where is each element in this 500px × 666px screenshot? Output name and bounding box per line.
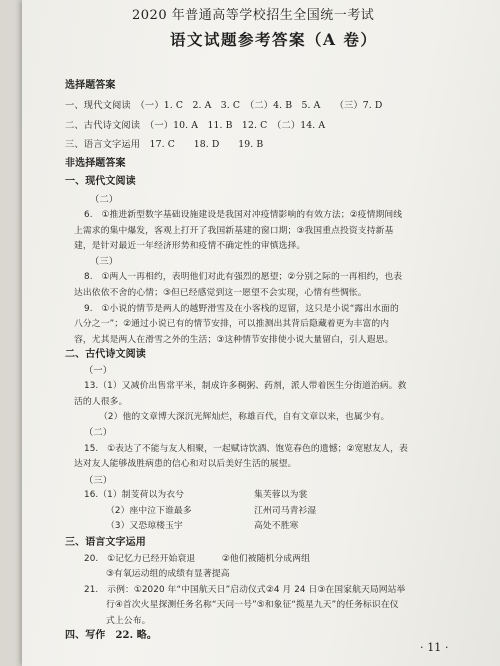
q6-line-3: 建，是针对最近一年经济形势和疫情不确定性的审慎选择。 (74, 241, 306, 252)
q13-line-1: 13.（1）又减价出售常平米，制成许多稠粥、药剂，派人带着医生分街道治病。救 (84, 381, 407, 392)
choice-section-1: 一、现代文阅读 （一）1. C 2. A 3. C （二）4. B 5. A （三）7. D (65, 100, 383, 111)
q21-line-1: 21. 示例：①2020 年“中国航天日”启动仪式②4 月 24 日③在国家航天局网站举 (84, 584, 406, 595)
q16-3-right: 高处不胜寒 (254, 521, 299, 532)
answer-key-title: 语文试题参考答案（A 卷） (170, 30, 378, 49)
choice-section-3: 三、语言文字运用 17. C 18. D 19. B (65, 139, 264, 150)
part2-sub1: （一） (84, 364, 113, 376)
answer-sheet-page (22, 0, 500, 666)
part2-sub3: （三） (84, 474, 113, 486)
q21-line-2: 行④首次火星探测任务名称“天问一号”⑤和象征“揽星九天”的任务标识在仪 (106, 600, 399, 611)
q6-line-1: 6. ①推进新型数字基础设施建设是我国对冲疫情影响的有效方法；②疫情期间线 (84, 210, 403, 221)
q8-line-1: 8. ①两人一再相约，表明他们对此有强烈的愿望；②分别之际的一再相约，也表 (84, 272, 403, 283)
page-number: · 11 · (420, 641, 449, 654)
q16-2-right: 江州司马青衫湿 (254, 505, 317, 516)
q20-line-1: 20. ①记忆力已经开始衰退 ②他们被随机分成两组 (84, 553, 310, 564)
q20-line-2: ③有氧运动组的成绩有显著提高 (106, 569, 230, 580)
exam-title: 2020 年普通高等学校招生全国统一考试 (132, 8, 375, 23)
q9-line-1: 9. ①小说的情节是两人的越野滑雪及在小客栈的逗留，这只是小说“露出水面的 (84, 304, 399, 314)
q15-line-1: 15. ①表达了不能与友人相聚，一起赋诗饮酒、饱览春色的遗憾；②宽慰友人，表 (84, 443, 408, 454)
choice-answers-heading: 选择题答案 (65, 80, 116, 91)
q16-1-left: 16.（1）制芰荷以为衣兮 (84, 490, 185, 501)
q21-line-3: 式上公布。 (106, 615, 151, 626)
q9-line-2: 八分之一”；②通过小说已有的情节安排，可以推测出其背后隐藏着更为丰富的内 (74, 319, 390, 330)
q16-1-right: 集芙蓉以为裳 (254, 490, 308, 501)
part2-heading: 二、古代诗文阅读 (65, 349, 146, 361)
q13-line-2: 活的人很多。 (74, 396, 128, 407)
part1-heading: 一、现代文阅读 (65, 176, 136, 187)
choice-section-2: 二、古代诗文阅读 （一）10. A 11. B 12. C （二）14. A (65, 120, 326, 131)
non-choice-answers-heading: 非选择题答案 (65, 158, 126, 169)
q13-line-3: （2）他的文章博大深沉光辉灿烂，称雄百代，自有文章以来，也属少有。 (99, 412, 390, 423)
q16-2-left: （2）座中泣下谁最多 (106, 505, 192, 516)
q6-line-2: 上需求的集中爆发，客观上打开了我国新基建的窗口期；③我国重点投资支持新基 (74, 225, 394, 236)
q8-line-2: 达出依依不舍的心情；③但已经感觉到这一愿望不会实现，心情有些惆怅。 (74, 287, 367, 298)
part2-sub2: （二） (84, 426, 113, 438)
q15-line-2: 达对友人能够战胜病患的信心和对以后美好生活的展望。 (74, 459, 297, 470)
q16-3-left: （3）又恐琼楼玉宇 (106, 521, 183, 532)
part3-heading: 三、语言文字运用 (65, 537, 146, 549)
part1-sub2: （二） (90, 194, 119, 205)
part4-writing: 四、写作 22. 略。 (65, 630, 157, 641)
part1-sub3: （三） (90, 255, 119, 267)
q9-line-3: 容，尤其是两人在滑雪之外的生活；③这种情节安排使小说大量留白，引人遐思。 (74, 334, 394, 345)
